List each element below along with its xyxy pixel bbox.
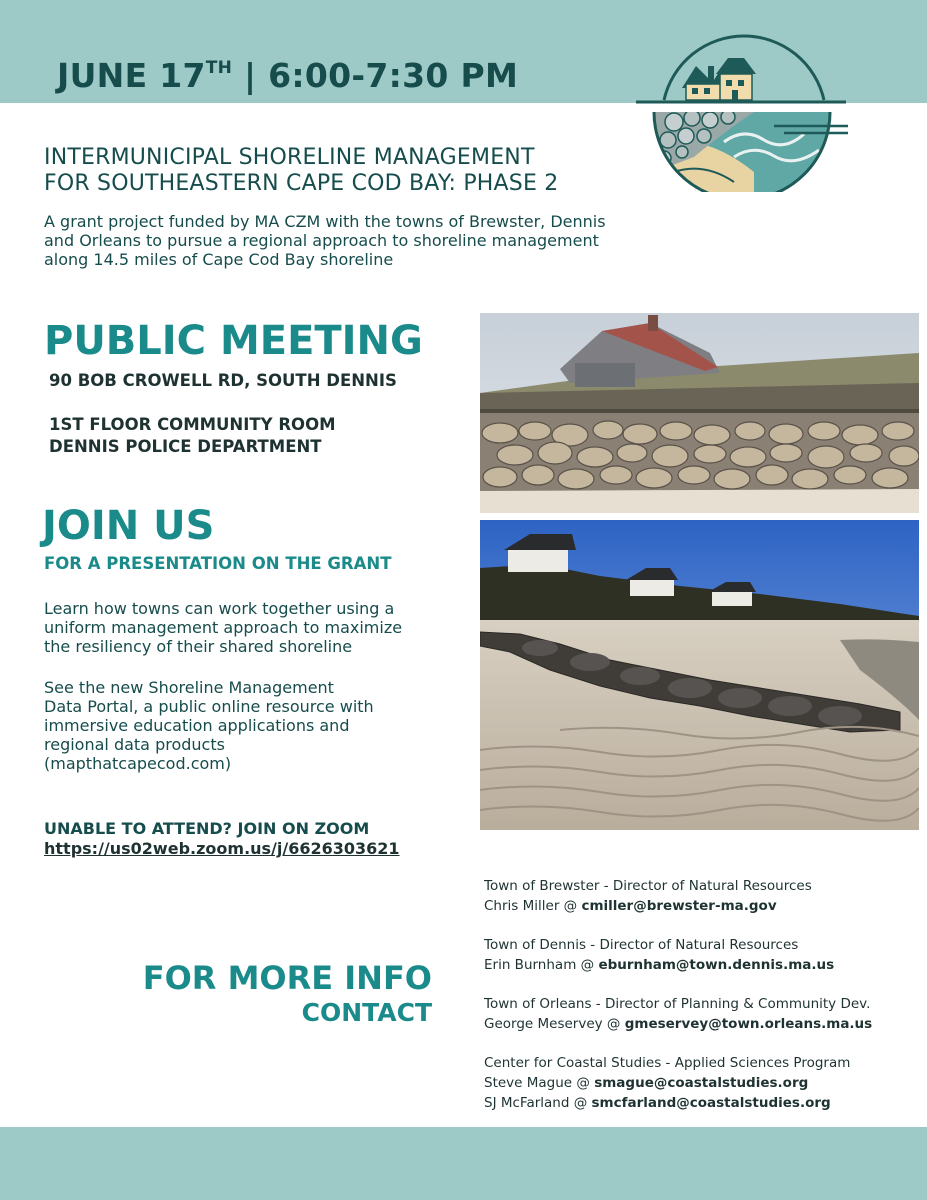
contact-orleans	[484, 994, 872, 1034]
contact-email[interactable]: smague@coastalstudies.org	[594, 1075, 809, 1091]
contact-subheading: CONTACT	[301, 998, 432, 1027]
shoreline-house-logo-icon	[634, 22, 850, 192]
contact-org: Town of Dennis - Director of Natural Resources	[484, 937, 799, 953]
contact-org: Center for Coastal Studies - Applied Sciences Program	[484, 1055, 851, 1071]
contact-person: George Meservey @ gmeservey@town.orleans.ma.us	[484, 1016, 873, 1032]
more-info-heading: FOR MORE INFO	[142, 959, 432, 997]
contact-org: Town of Brewster - Director of Natural Resources	[484, 878, 812, 894]
join-us-heading: JOIN US	[42, 503, 215, 549]
contact-person: Chris Miller @ cmiller@brewster-ma.gov	[484, 898, 777, 914]
contact-org: Town of Orleans - Director of Planning & Community Dev.	[484, 996, 871, 1012]
learn-paragraph: Learn how towns can work together using a uniform management approach to maximize the resiliency of their shared shoreline	[44, 599, 403, 656]
bottom-band	[0, 1127, 927, 1200]
seawall-photo	[480, 313, 919, 513]
beach-jetty-photo	[480, 520, 919, 830]
contact-brewster	[484, 876, 872, 916]
meeting-room: 1ST FLOOR COMMUNITY ROOM DENNIS POLICE DEPARTMENT	[49, 415, 336, 456]
contact-email[interactable]: cmiller@brewster-ma.gov	[581, 898, 777, 914]
contact-email[interactable]: smcfarland@coastalstudies.org	[591, 1095, 831, 1111]
event-date-time: JUNE 17TH | 6:00-7:30 PM	[57, 56, 519, 95]
contact-person: Erin Burnham @ eburnham@town.dennis.ma.us	[484, 957, 835, 973]
contact-person: Steve Mague @ smague@coastalstudies.org	[484, 1075, 809, 1091]
meeting-address: 90 BOB CROWELL RD, SOUTH DENNIS	[49, 371, 397, 390]
contact-email[interactable]: gmeservey@town.orleans.ma.us	[624, 1016, 873, 1032]
public-meeting-heading: PUBLIC MEETING	[44, 318, 423, 364]
contact-person: SJ McFarland @ smcfarland@coastalstudies.org	[484, 1095, 831, 1111]
project-intro: A grant project funded by MA CZM with the towns of Brewster, Dennis and Orleans to pursue a regional approach to shoreline management along 14.5 miles of Cape Cod Bay shoreline	[44, 212, 606, 269]
join-us-subheading: FOR A PRESENTATION ON THE GRANT	[44, 554, 392, 573]
contact-dennis	[484, 935, 872, 975]
contact-list	[484, 876, 872, 1132]
zoom-link[interactable]: https://us02web.zoom.us/j/6626303621	[44, 839, 400, 858]
contact-email[interactable]: eburnham@town.dennis.ma.us	[598, 957, 835, 973]
project-title: INTERMUNICIPAL SHORELINE MANAGEMENT FOR SOUTHEASTERN CAPE COD BAY: PHASE 2	[44, 145, 559, 196]
zoom-label: UNABLE TO ATTEND? JOIN ON ZOOM	[44, 819, 370, 838]
portal-paragraph: See the new Shoreline Management Data Portal, a public online resource with immersive education applications and regional data products (mapthatcapecod.com)	[44, 678, 374, 773]
contact-coastal-studies	[484, 1053, 872, 1113]
